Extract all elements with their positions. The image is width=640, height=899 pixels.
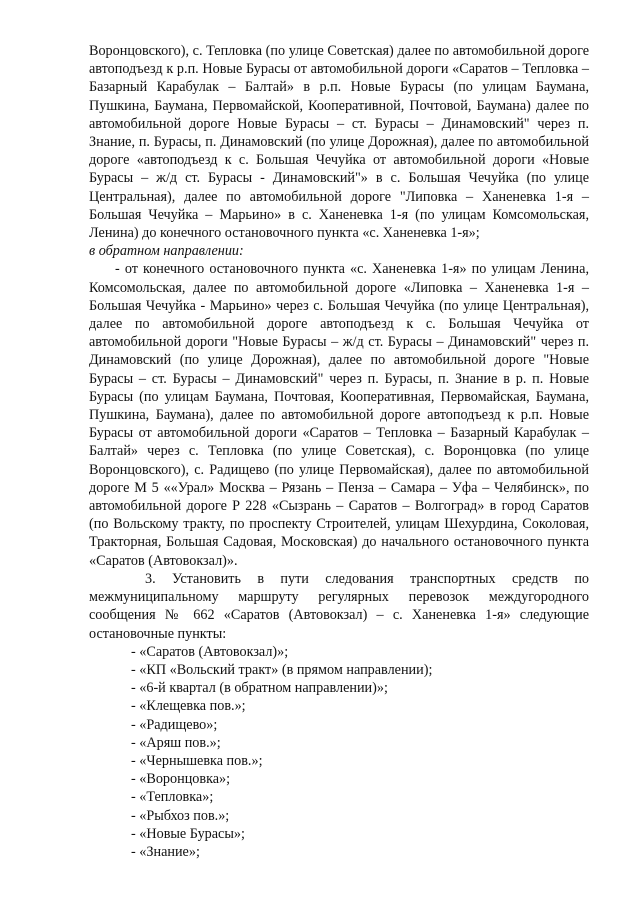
route-reverse-paragraph: - от конечного остановочного пункта «с. Ханеневка 1-я» по улицам Ленина, Комсомольская, далее по автомобильной дороге «Липовка – Ханеневка 1-я – Большая Чечуйка - Марьино» через с. Большая Чечуйка (по улице Центральная), далее по автомобильной дороге автоподъезд к с. Большая Чечуйка от автомобильной дороги "Новые Бурасы – ж/д ст. Бурасы – Динамовский" через п. Динамовский (по улице Дорожная), далее по автомобильной дороге "Новые Бурасы – ст. Бурасы – Динамовский" через п. Бурасы, п. Знание в р. п. Новые Бурасы (по улицам Баумана, Почтовая, Кооперативная, Первомайская, Баумана, Пушкина, Баумана), далее по автомобильной дороге автоподъезд к р.п. Новые Бурасы от автомобильной дороги «Саратов – Тепловка – Базарный Карабулак – Балтай» через с. Тепловка (по улице Советская), с. Воронцовка (по улице Воронцовского), с. Радищево (по улице Первомайская), далее по автомобильной дороге М 5 ««Урал» Москва – Рязань – Пенза – Самара – Уфа – Челябинск», по автомобильной дороге Р 228 «Сызрань – Саратов – Волгоград» в город Саратов (по Вольскому тракту, по проспекту Строителей, улицам Шехурдина, Соколовая, Тракторная, Большая Садовая, Московская) до начального остановочного пункта «Саратов (Автовокзал)». xyxy=(89,261,589,569)
stop-item: - «Воронцовка»; xyxy=(131,771,231,788)
stop-item: - «6-й квартал (в обратном направлении)»; xyxy=(131,680,388,697)
stop-item: - «КП «Вольский тракт» (в прямом направлении); xyxy=(131,661,433,678)
reverse-direction-heading: в обратном направлении: xyxy=(89,243,244,260)
route-forward-continued-paragraph: Воронцовского), с. Тепловка (по улице Советская) далее по автомобильной дороге автоподъезд к р.п. Новые Бурасы от автомобильной дороги «Саратов – Тепловка – Базарный Карабулак – Балтай» в р.п. Новые Бурасы (по улицам Баумана, Пушкина, Баумана, Первомайской, Кооперативной, Почтовой, Баумана) далее по автомобильной дороге Новые Бурасы – ст. Бурасы – Динамовский" через п. Знание, п. Бурасы, п. Динамовский (по улице Дорожная), далее по автомобильной дороге «автоподъезд к с. Большая Чечуйка от автомобильной дороги «Новые Бурасы – ж/д ст. Бурасы - Динамовский"» в с. Большая Чечуйка (по улице Центральная), далее по автомобильной дороге "Липовка – Ханеневка 1-я – Большая Чечуйка – Марьино» в с. Ханеневка 1-я (по улицам Комсомольская, Ленина) до конечного остановочного пункта «с. Ханеневка 1-я»; xyxy=(89,43,589,242)
stops-list xyxy=(89,643,589,861)
stop-item: - «Тепловка»; xyxy=(131,789,214,806)
item-3-paragraph: 3. Установить в пути следования транспортных средств по межмуниципальному маршруту регулярных перевозок междугородного сообщения № 662 «Саратов (Автовокзал) – с. Ханеневка 1-я» следующие остановочные пункты: xyxy=(89,570,589,642)
stop-item: - «Радищево»; xyxy=(131,716,218,733)
stop-item: - «Рыбхоз пов.»; xyxy=(131,807,230,824)
document-page xyxy=(89,42,589,861)
stop-item: - «Саратов (Автовокзал)»; xyxy=(131,643,289,660)
stop-item: - «Новые Бурасы»; xyxy=(131,825,245,842)
stop-item: - «Аряш пов.»; xyxy=(131,734,221,751)
stop-item: - «Чернышевка пов.»; xyxy=(131,752,263,769)
stop-item: - «Знание»; xyxy=(131,843,200,860)
stop-item: - «Клещевка пов.»; xyxy=(131,698,246,715)
